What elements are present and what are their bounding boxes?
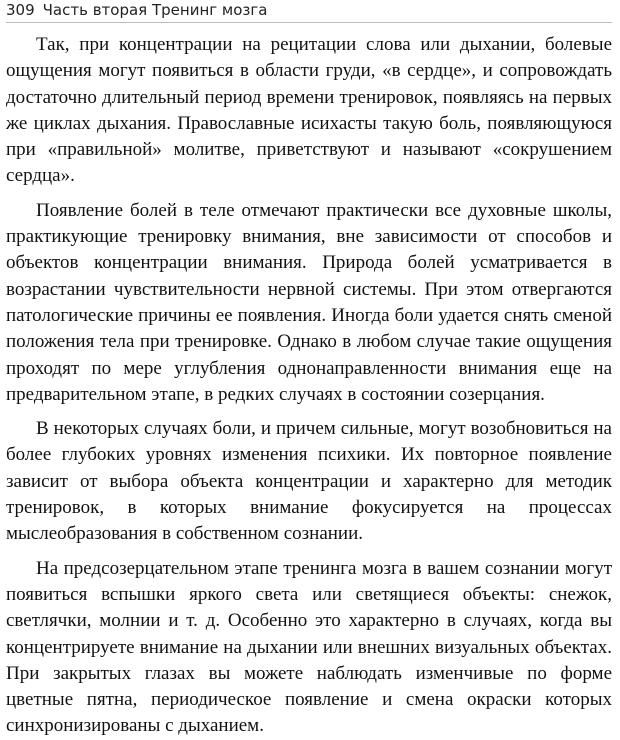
running-title: Часть вторая Тренинг мозга: [42, 1, 268, 19]
paragraph-3: В некоторых случаях боли, и причем сильные, могут возобновиться на более глубоких уровнях изменения психики. Их повторное появление зависит от выбора объекта концентрации и характерно для методик тренировок, в которых внимание фокусируется на процессах мыслеобразования в собственном сознании.: [6, 418, 612, 545]
paragraph-1: Так, при концентрации на рецитации слова или дыхании, болевые ощущения могут появиться в области груди, «в сердце», и сопровождать достаточно длительный период времени тренировок, появляясь на первых же циклах дыхания. Православные исихасты такую боль, появляющуюся при «правильной» молитве, приветствуют и называют «сокрушением сердца».: [6, 34, 612, 187]
paragraph-4: На предсозерцательном этапе тренинга мозга в вашем сознании могут появиться вспышки яркого света или светящиеся объекты: снежок, светлячки, молнии и т. д. Особенно это характерно в случаях, когда вы концентрируете внимание на дыхании или внешних визуальных объектах. При закрытых глазах вы можете наблюдать изменчивые по форме цветные пятна, периодическое появление и смена окраски которых синхронизированы с дыханием.: [6, 557, 612, 737]
paragraph-2: Появление болей в теле отмечают практически все духовные школы, практикующие тренировку внимания, вне зависимости от способов и объектов концентрации внимания. Природа болей усматривается в возрастании чувствительности нервной системы. При этом отвергаются патологические причины ее появления. Иногда боли удается снять сменой положения тела при тренировке. Однако в любом случае такие ощущения проходят по мере углубления однонаправленности внимания еще на предварительном этапе, в редких случаях в состоянии созерцания.: [6, 199, 612, 405]
running-header: [6, 0, 612, 23]
page-body: [6, 32, 612, 740]
page-number: 309: [6, 1, 35, 19]
